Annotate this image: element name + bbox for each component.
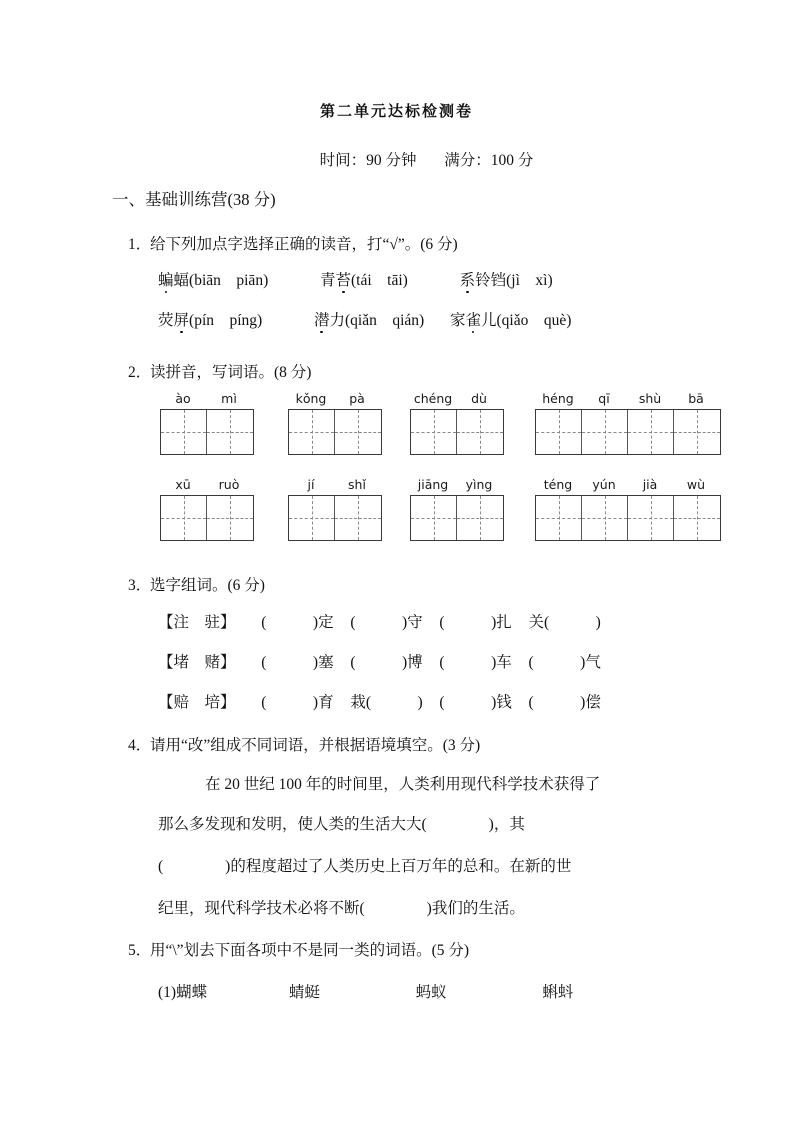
pinyin-grid-group-8	[535, 478, 721, 541]
writing-cell[interactable]	[289, 496, 335, 540]
writing-cell[interactable]	[628, 410, 674, 454]
question-4-paragraph-line[interactable]: 那么多发现和发明，使人类的生活大大( )，其	[158, 816, 525, 833]
question-2-number: 2．	[128, 364, 152, 381]
question-3-row-3	[158, 690, 601, 712]
pinyin-grid-group-6	[288, 478, 382, 541]
question-1-number: 1．	[128, 236, 152, 253]
pinyin-grid-group-3	[410, 392, 504, 455]
writing-cell[interactable]	[335, 496, 381, 540]
pinyin-labels	[288, 392, 382, 406]
pinyin-syllable: shù	[638, 391, 662, 406]
pinyin-syllable: pà	[349, 391, 365, 406]
question-2-prompt	[128, 360, 311, 382]
pinyin-labels	[410, 392, 504, 406]
question-3-number: 3．	[128, 577, 152, 594]
fill-blank[interactable]: ( )车	[439, 654, 512, 671]
char-choice-bracket: 【赔 培】	[158, 694, 236, 711]
fill-blank[interactable]: ( )钱	[439, 694, 512, 711]
writing-grid[interactable]	[410, 495, 504, 541]
score-label: 满分：100 分	[444, 152, 534, 169]
pinyin-syllable: qī	[598, 391, 610, 406]
question-4-prompt	[128, 733, 480, 755]
pinyin-syllable: yún	[592, 477, 616, 492]
question-1-row-2	[158, 308, 571, 330]
word-option[interactable]: 蝌蚪	[542, 984, 574, 1001]
writing-cell[interactable]	[582, 410, 628, 454]
writing-cell[interactable]	[161, 496, 207, 540]
writing-cell[interactable]	[411, 496, 457, 540]
word-option[interactable]: 蚂蚁	[415, 984, 447, 1001]
fill-blank[interactable]: ( )守	[350, 614, 423, 631]
writing-cell[interactable]	[628, 496, 674, 540]
writing-grid[interactable]	[160, 409, 254, 455]
pinyin-labels	[535, 478, 721, 492]
writing-cell[interactable]	[536, 410, 582, 454]
pinyin-grid-group-7	[410, 478, 504, 541]
q1-item-3: 系铃铛(jì xì)	[460, 272, 553, 289]
fill-blank[interactable]: 关( )	[528, 614, 601, 631]
q1-item-1: 蝙蝠(biān piān)	[158, 272, 268, 289]
pinyin-syllable: ào	[175, 391, 191, 406]
question-4-number: 4．	[128, 737, 152, 754]
pinyin-syllable: xū	[175, 477, 191, 492]
writing-cell[interactable]	[674, 496, 720, 540]
q1-item-4: 荧屏(pín píng)	[158, 312, 262, 329]
question-3-prompt	[128, 573, 265, 595]
writing-cell[interactable]	[582, 496, 628, 540]
fill-blank[interactable]: ( )偿	[528, 694, 601, 711]
fill-blank[interactable]: ( )气	[528, 654, 601, 671]
question-5-prompt	[128, 938, 469, 960]
char-choice-bracket: 【堵 赌】	[158, 654, 236, 671]
writing-grid[interactable]	[288, 409, 382, 455]
pinyin-grid-group-1	[160, 392, 254, 455]
question-5-text: 用“\”划去下面各项中不是同一类的词语。(5 分)	[150, 942, 470, 959]
pinyin-syllable: shǐ	[348, 477, 366, 492]
q1-item-5: 潜力(qiǎn qián)	[314, 312, 424, 329]
pinyin-syllable: mì	[221, 391, 237, 406]
question-3-text: 选字组词。(6 分)	[150, 577, 265, 594]
pinyin-syllable: dù	[471, 391, 487, 406]
question-3-row-1	[158, 610, 601, 632]
pinyin-syllable: yìng	[465, 477, 493, 492]
exam-meta	[0, 148, 793, 170]
pinyin-grid-group-2	[288, 392, 382, 455]
pinyin-syllable: jiāng	[417, 477, 449, 492]
question-5-number: 5．	[128, 942, 152, 959]
question-1-text: 给下列加点字选择正确的读音，打“√”。(6 分)	[150, 236, 458, 253]
pinyin-grid-group-4	[535, 392, 721, 455]
question-2-text: 读拼音，写词语。(8 分)	[150, 364, 312, 381]
pinyin-syllable: ruò	[218, 477, 240, 492]
word-option[interactable]: 蜻蜓	[288, 984, 320, 1001]
page-title: 第二单元达标检测卷	[319, 102, 473, 120]
writing-grid[interactable]	[160, 495, 254, 541]
writing-cell[interactable]	[457, 410, 503, 454]
pinyin-labels	[410, 478, 504, 492]
word-option[interactable]: 蝴蝶	[176, 984, 208, 1001]
writing-cell[interactable]	[411, 410, 457, 454]
item-label: (1)	[158, 984, 177, 1001]
writing-cell[interactable]	[457, 496, 503, 540]
pinyin-syllable: kǒng	[295, 391, 327, 406]
pinyin-labels	[288, 478, 382, 492]
pinyin-syllable: wù	[686, 477, 706, 492]
fill-blank[interactable]: ( )育	[261, 694, 334, 711]
pinyin-syllable: chéng	[413, 391, 453, 406]
question-1-prompt	[128, 232, 458, 254]
question-3-row-2	[158, 650, 601, 672]
fill-blank[interactable]: ( )定	[261, 614, 334, 631]
question-4-text: 请用“改”组成不同词语，并根据语境填空。(3 分)	[150, 737, 481, 754]
time-label: 时间：90 分钟	[319, 152, 417, 169]
writing-cell[interactable]	[335, 410, 381, 454]
writing-cell[interactable]	[289, 410, 335, 454]
q1-item-2: 青苔(tái tāi)	[320, 272, 408, 289]
fill-blank[interactable]: 栽( )	[350, 694, 423, 711]
fill-blank[interactable]: ( )塞	[261, 654, 334, 671]
writing-cell[interactable]	[207, 410, 253, 454]
pinyin-syllable: téng	[543, 477, 573, 492]
pinyin-grid-group-5	[160, 478, 254, 541]
question-4-paragraph-line: 在 20 世纪 100 年的时间里，人类利用现代科学技术获得了	[205, 776, 601, 793]
pinyin-labels	[160, 392, 254, 406]
writing-cell[interactable]	[207, 496, 253, 540]
writing-cell[interactable]	[674, 410, 720, 454]
question-5-item-1	[158, 980, 573, 1002]
writing-grid[interactable]	[535, 409, 721, 455]
writing-grid[interactable]	[288, 495, 382, 541]
pinyin-syllable: bā	[688, 391, 704, 406]
writing-grid[interactable]	[410, 409, 504, 455]
writing-cell[interactable]	[161, 410, 207, 454]
question-1-row-1	[158, 268, 553, 290]
question-4-paragraph-line[interactable]: 纪里，现代科学技术必将不断( )我们的生活。	[158, 900, 525, 917]
q1-item-6: 家雀儿(qiǎo què)	[450, 312, 571, 329]
pinyin-labels	[160, 478, 254, 492]
fill-blank[interactable]: ( )扎	[439, 614, 512, 631]
writing-grid[interactable]	[535, 495, 721, 541]
pinyin-syllable: héng	[542, 391, 574, 406]
question-4-paragraph-line[interactable]: ( )的程度超过了人类历史上百万年的总和。在新的世	[158, 858, 572, 875]
pinyin-syllable: jià	[642, 477, 658, 492]
pinyin-labels	[535, 392, 721, 406]
writing-cell[interactable]	[536, 496, 582, 540]
fill-blank[interactable]: ( )博	[350, 654, 423, 671]
char-choice-bracket: 【注 驻】	[158, 614, 236, 631]
section-title: 一、基础训练营(38 分)	[112, 190, 276, 209]
pinyin-syllable: jí	[307, 477, 315, 492]
